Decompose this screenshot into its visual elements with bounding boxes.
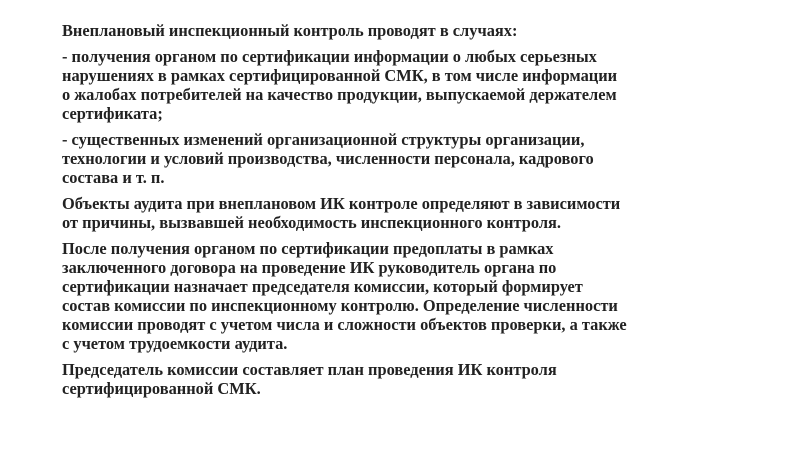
text-line: - получения органом по сертификации информации о любых серьезных (62, 47, 597, 66)
text-line: сертификации назначает председателя комиссии, который формирует (62, 277, 583, 296)
text-line: с учетом трудоемкости аудита. (62, 334, 288, 353)
text-line: Внеплановый инспекционный контроль проводят в случаях: (62, 21, 518, 40)
text-line: от причины, вызвавшей необходимость инспекционного контроля. (62, 213, 561, 232)
text-line: Председатель комиссии составляет план проведения ИК контроля (62, 360, 557, 379)
text-line: сертификата; (62, 104, 163, 123)
text-line: - существенных изменений организационной структуры организации, (62, 130, 585, 149)
paragraph-chairman-plan (62, 360, 762, 398)
text-line: технологии и условий производства, численности персонала, кадрового (62, 149, 594, 168)
text-line: о жалобах потребителей на качество продукции, выпускаемой держателем (62, 85, 617, 104)
text-line: сертифицированной СМК. (62, 379, 261, 398)
paragraph-case-changes (62, 130, 762, 187)
paragraph-commission (62, 239, 762, 353)
text-line: После получения органом по сертификации предоплаты в рамках (62, 239, 554, 258)
text-line: комиссии проводят с учетом числа и сложности объектов проверки, а также (62, 315, 627, 334)
paragraph-audit-objects (62, 194, 762, 232)
text-line: нарушениях в рамках сертифицированной СМК, в том числе информации (62, 66, 618, 85)
text-line: Объекты аудита при внеплановом ИК контроле определяют в зависимости (62, 194, 621, 213)
paragraph-intro (62, 21, 762, 40)
slide-text-body (62, 21, 762, 405)
text-line: состава и т. п. (62, 168, 165, 187)
text-line: состав комиссии по инспекционному контролю. Определение численности (62, 296, 618, 315)
paragraph-case-information (62, 47, 762, 123)
text-line: заключенного договора на проведение ИК руководитель органа по (62, 258, 557, 277)
